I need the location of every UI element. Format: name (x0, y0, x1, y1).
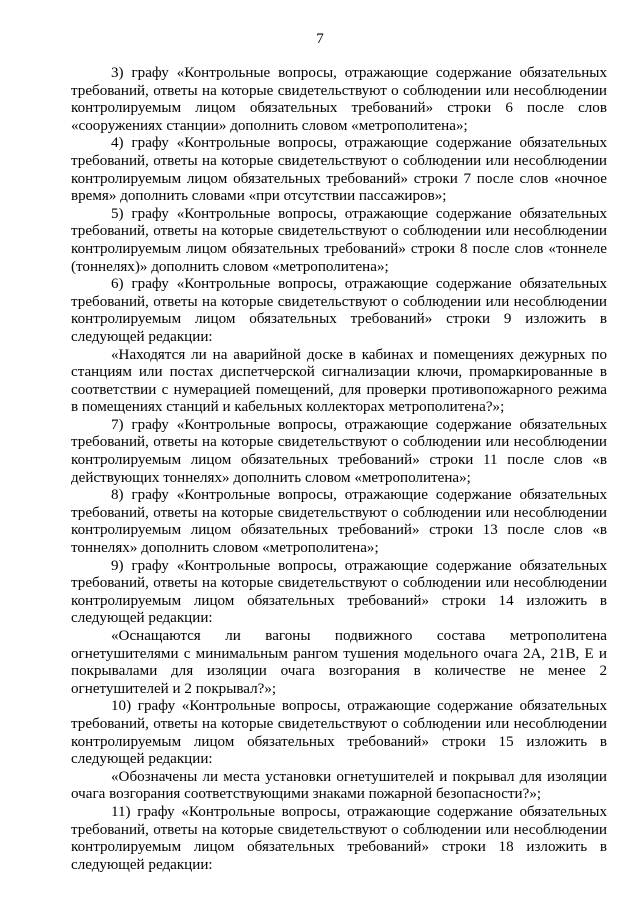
amendment-item-9-quote: «Оснащаются ли вагоны подвижного состава метрополитена огнетушителями с минимальным рангом тушения модельного очага 2А, 21В, Е и покрывалами для изоляции очага возгорания в количестве не менее 2 огнетушителей и 2 покрывал?»; (71, 628, 607, 697)
amendment-item-10: 10) графу «Контрольные вопросы, отражающие содержание обязательных требований, ответы на которые свидетельствуют о соблюдении или несоблюдении контролируемым лицом обязательных требований» строки 15 изложить в следующей редакции: (71, 698, 607, 768)
amendment-item-9: 9) графу «Контрольные вопросы, отражающие содержание обязательных требований, ответы на которые свидетельствуют о соблюдении или несоблюдении контролируемым лицом обязательных требований» строки 14 изложить в следующей редакции: (71, 557, 607, 627)
page-number: 7 (316, 31, 324, 47)
amendment-item-7: 7) графу «Контрольные вопросы, отражающие содержание обязательных требований, ответы на которые свидетельствуют о соблюдении или несоблюдении контролируемым лицом обязательных требований» строки 11 после слов «в действующих тоннелях» дополнить словом «метрополитена»; (71, 416, 607, 486)
amendment-item-11: 11) графу «Контрольные вопросы, отражающие содержание обязательных требований, ответы на которые свидетельствуют о соблюдении или несоблюдении контролируемым лицом обязательных требований» строки 18 изложить в следующей редакции: (71, 803, 607, 873)
amendment-item-6-quote: «Находятся ли на аварийной доске в кабинах и помещениях дежурных по станциям или постах диспетчерской сигнализации ключи, промаркированные в соответствии с нумерацией помещений, для проверки противопожарного режима в помещениях станций и кабельных коллекторах метрополитена?»; (71, 346, 607, 416)
amendment-item-5: 5) графу «Контрольные вопросы, отражающие содержание обязательных требований, ответы на которые свидетельствуют о соблюдении или несоблюдении контролируемым лицом обязательных требований» строки 8 после слов «тоннеле (тоннелях)» дополнить словом «метрополитена»; (71, 205, 607, 275)
amendment-item-6: 6) графу «Контрольные вопросы, отражающие содержание обязательных требований, ответы на которые свидетельствуют о соблюдении или несоблюдении контролируемым лицом обязательных требований» строки 9 изложить в следующей редакции: (71, 276, 607, 345)
document-body (71, 65, 607, 874)
amendment-item-3: 3) графу «Контрольные вопросы, отражающие содержание обязательных требований, ответы на которые свидетельствуют о соблюдении или несоблюдении контролируемым лицом обязательных требований» строки 6 после слов «сооружениях станции» дополнить словом «метрополитена»; (71, 65, 607, 134)
amendment-item-8: 8) графу «Контрольные вопросы, отражающие содержание обязательных требований, ответы на которые свидетельствуют о соблюдении или несоблюдении контролируемым лицом обязательных требований» строки 13 после слов «в тоннелях» дополнить словом «метрополитена»; (71, 487, 607, 557)
amendment-item-4: 4) графу «Контрольные вопросы, отражающие содержание обязательных требований, ответы на которые свидетельствуют о соблюдении или несоблюдении контролируемым лицом обязательных требований» строки 7 после слов «ночное время» дополнить словами «при отсутствии пассажиров»; (71, 135, 607, 205)
amendment-item-10-quote: «Обозначены ли места установки огнетушителей и покрывал для изоляции очага возгорания соответствующими знаками пожарной безопасности?»; (71, 768, 607, 803)
